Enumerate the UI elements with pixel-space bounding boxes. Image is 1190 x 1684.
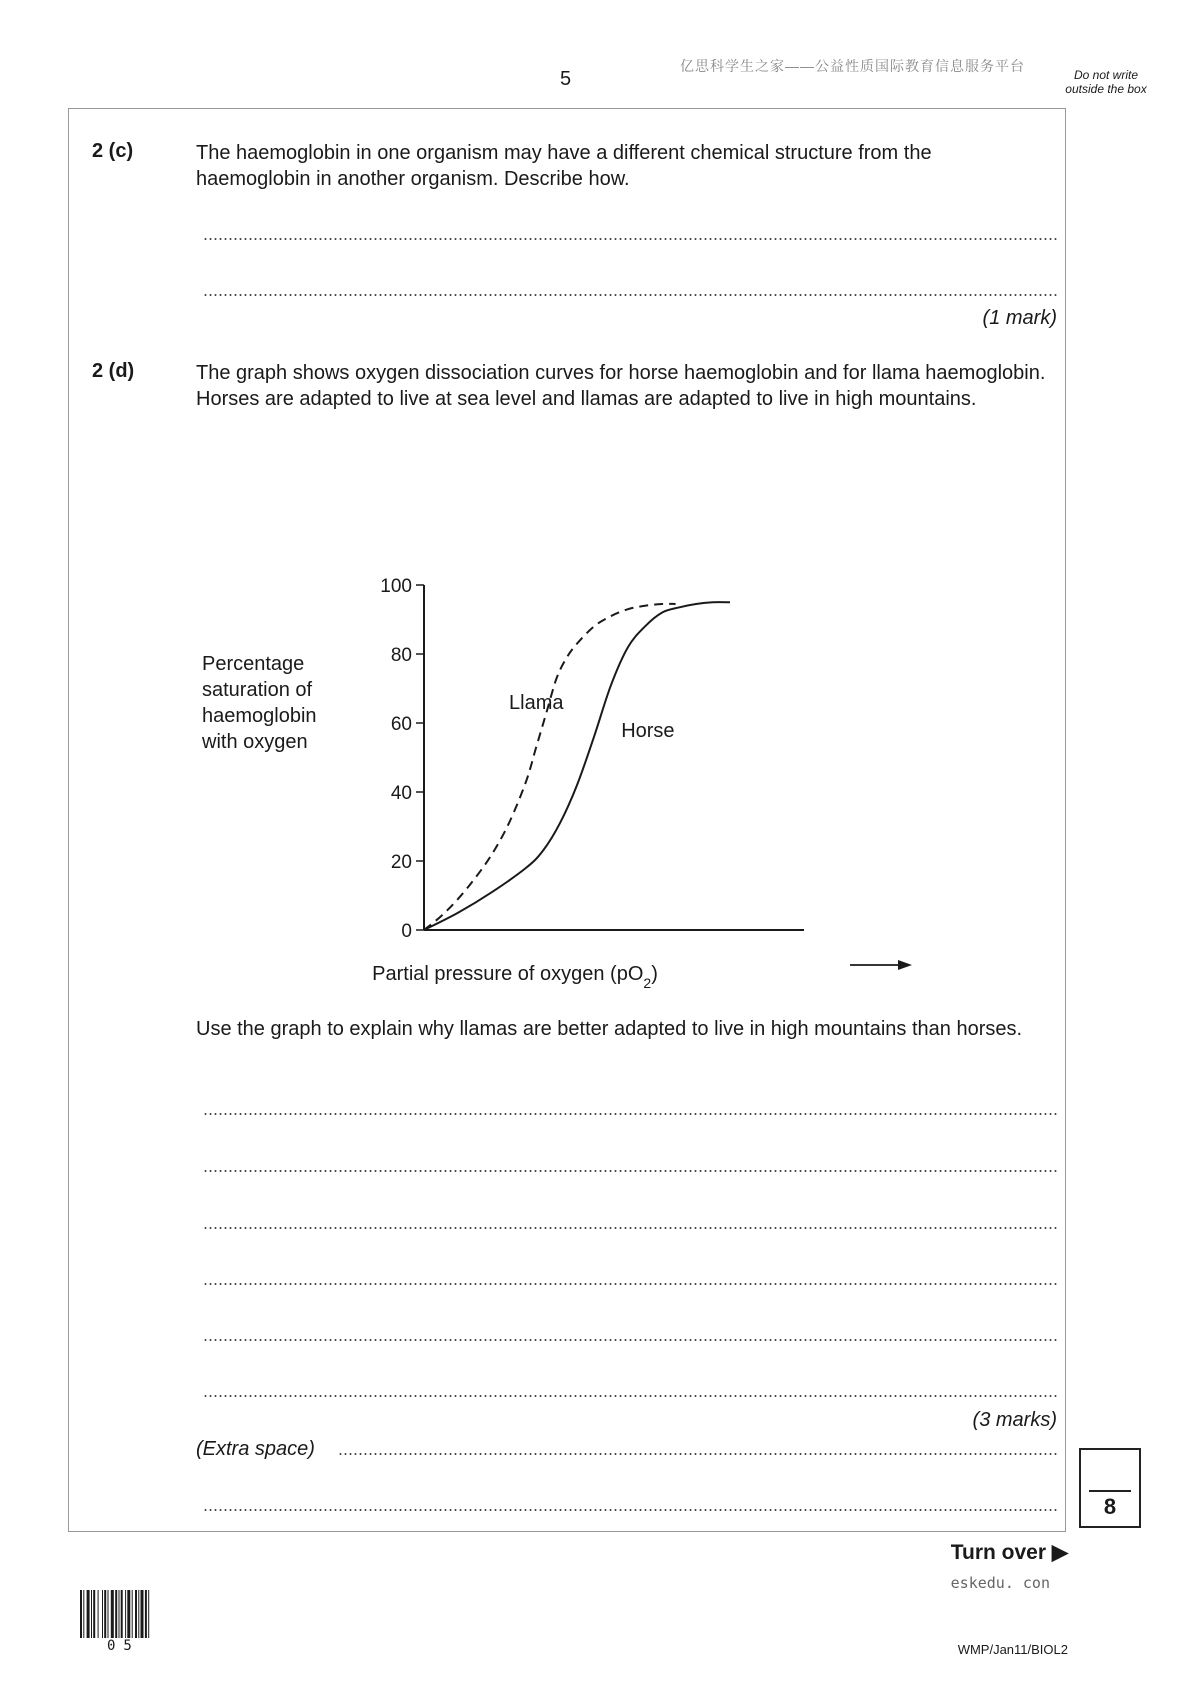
answer-line[interactable] xyxy=(203,1283,1057,1285)
barcode xyxy=(80,1590,176,1638)
series-label-llama: Llama xyxy=(509,692,564,715)
barcode-bar xyxy=(148,1590,149,1638)
curves xyxy=(424,602,730,930)
site-watermark: eskedu. con xyxy=(950,1574,1050,1592)
answer-line[interactable] xyxy=(203,1339,1057,1341)
series-labels xyxy=(509,692,675,742)
answer-line[interactable] xyxy=(203,1113,1057,1115)
curve-llama xyxy=(424,604,676,930)
marks-label: (3 marks) xyxy=(972,1409,1057,1431)
barcode-bar xyxy=(115,1590,117,1638)
barcode-bar xyxy=(119,1590,120,1638)
answer-line[interactable] xyxy=(203,238,1057,240)
answer-line[interactable] xyxy=(338,1453,1057,1455)
x-axis-label: Partial pressure of oxygen $(pO_2)$ xyxy=(372,963,658,991)
y-axis-label-line: saturation of xyxy=(202,679,313,701)
barcode-bar xyxy=(127,1590,130,1638)
barcode-bar xyxy=(98,1590,99,1638)
y-tick-label: 40 xyxy=(390,783,412,804)
barcode-bar xyxy=(102,1590,103,1638)
margin-note: Do not write outside the box xyxy=(1065,68,1147,96)
x-axis-label xyxy=(372,960,912,991)
barcode-bar xyxy=(138,1590,139,1638)
barcode-number: 05 xyxy=(107,1638,140,1654)
answer-line[interactable] xyxy=(203,294,1057,296)
barcode-bar xyxy=(87,1590,90,1638)
y-axis-label xyxy=(201,653,317,753)
y-tick-label: 20 xyxy=(390,852,412,873)
watermark: 亿思科学生之家——公益性质国际教育信息服务平台 xyxy=(680,58,1025,74)
x-axis-arrow-head xyxy=(898,960,912,970)
y-tick-label: 60 xyxy=(390,714,412,735)
y-tick-label: 0 xyxy=(401,921,412,942)
score-divider xyxy=(1089,1490,1131,1492)
barcode-bar xyxy=(145,1590,147,1638)
answer-line[interactable] xyxy=(203,1395,1057,1397)
barcode-bar xyxy=(108,1590,109,1638)
barcode-bar xyxy=(125,1590,126,1638)
barcode-bar xyxy=(83,1590,84,1638)
answer-line[interactable] xyxy=(203,1170,1057,1172)
y-tick-label: 80 xyxy=(390,645,412,666)
marks-label: (1 mark) xyxy=(982,307,1057,329)
barcode-bar xyxy=(111,1590,114,1638)
axes xyxy=(424,585,804,930)
y-ticks xyxy=(380,576,424,942)
series-label-horse: Horse xyxy=(621,719,675,742)
barcode-bar xyxy=(80,1590,82,1638)
question-number-2d: 2 (d) xyxy=(92,360,135,382)
paper-code: WMP/Jan11/BIOL2 xyxy=(957,1642,1068,1657)
question-text-2c: The haemoglobin in one organism may have a different chemical structure from the haemoglobin in another organism. Describe how. xyxy=(196,142,932,190)
y-axis-label-line: Percentage xyxy=(202,653,305,675)
y-tick-label: 100 xyxy=(380,576,412,597)
barcode-bar xyxy=(135,1590,137,1638)
answer-line[interactable] xyxy=(203,1227,1057,1229)
turn-over: Turn over ▶ xyxy=(950,1541,1068,1564)
barcode-bar xyxy=(93,1590,95,1638)
score-box xyxy=(1079,1448,1141,1528)
oxygen-dissociation-graph xyxy=(190,452,970,992)
answer-line[interactable] xyxy=(203,1509,1057,1511)
score-value: 8 xyxy=(1103,1494,1117,1519)
barcode-bar xyxy=(141,1590,144,1638)
extra-space-label: (Extra space) xyxy=(196,1438,315,1460)
question-prompt-2d: Use the graph to explain why llamas are better adapted to live in high mountains than horses. xyxy=(196,1018,1023,1040)
question-number-2c: 2 (c) xyxy=(92,140,134,162)
y-axis-label-line: haemoglobin xyxy=(202,705,317,727)
barcode-bar xyxy=(121,1590,123,1638)
page-number: 5 xyxy=(560,68,572,90)
y-axis-label-line: with oxygen xyxy=(202,731,308,753)
barcode-bar xyxy=(132,1590,133,1638)
curve-horse xyxy=(424,602,730,930)
barcode-bar xyxy=(104,1590,106,1638)
barcode-bar xyxy=(91,1590,92,1638)
question-text-2d: The graph shows oxygen dissociation curves for horse haemoglobin and for llama haemoglobin. Horses are adapted to live at sea level and llamas are adapted to live in high mountains. xyxy=(196,362,1046,410)
